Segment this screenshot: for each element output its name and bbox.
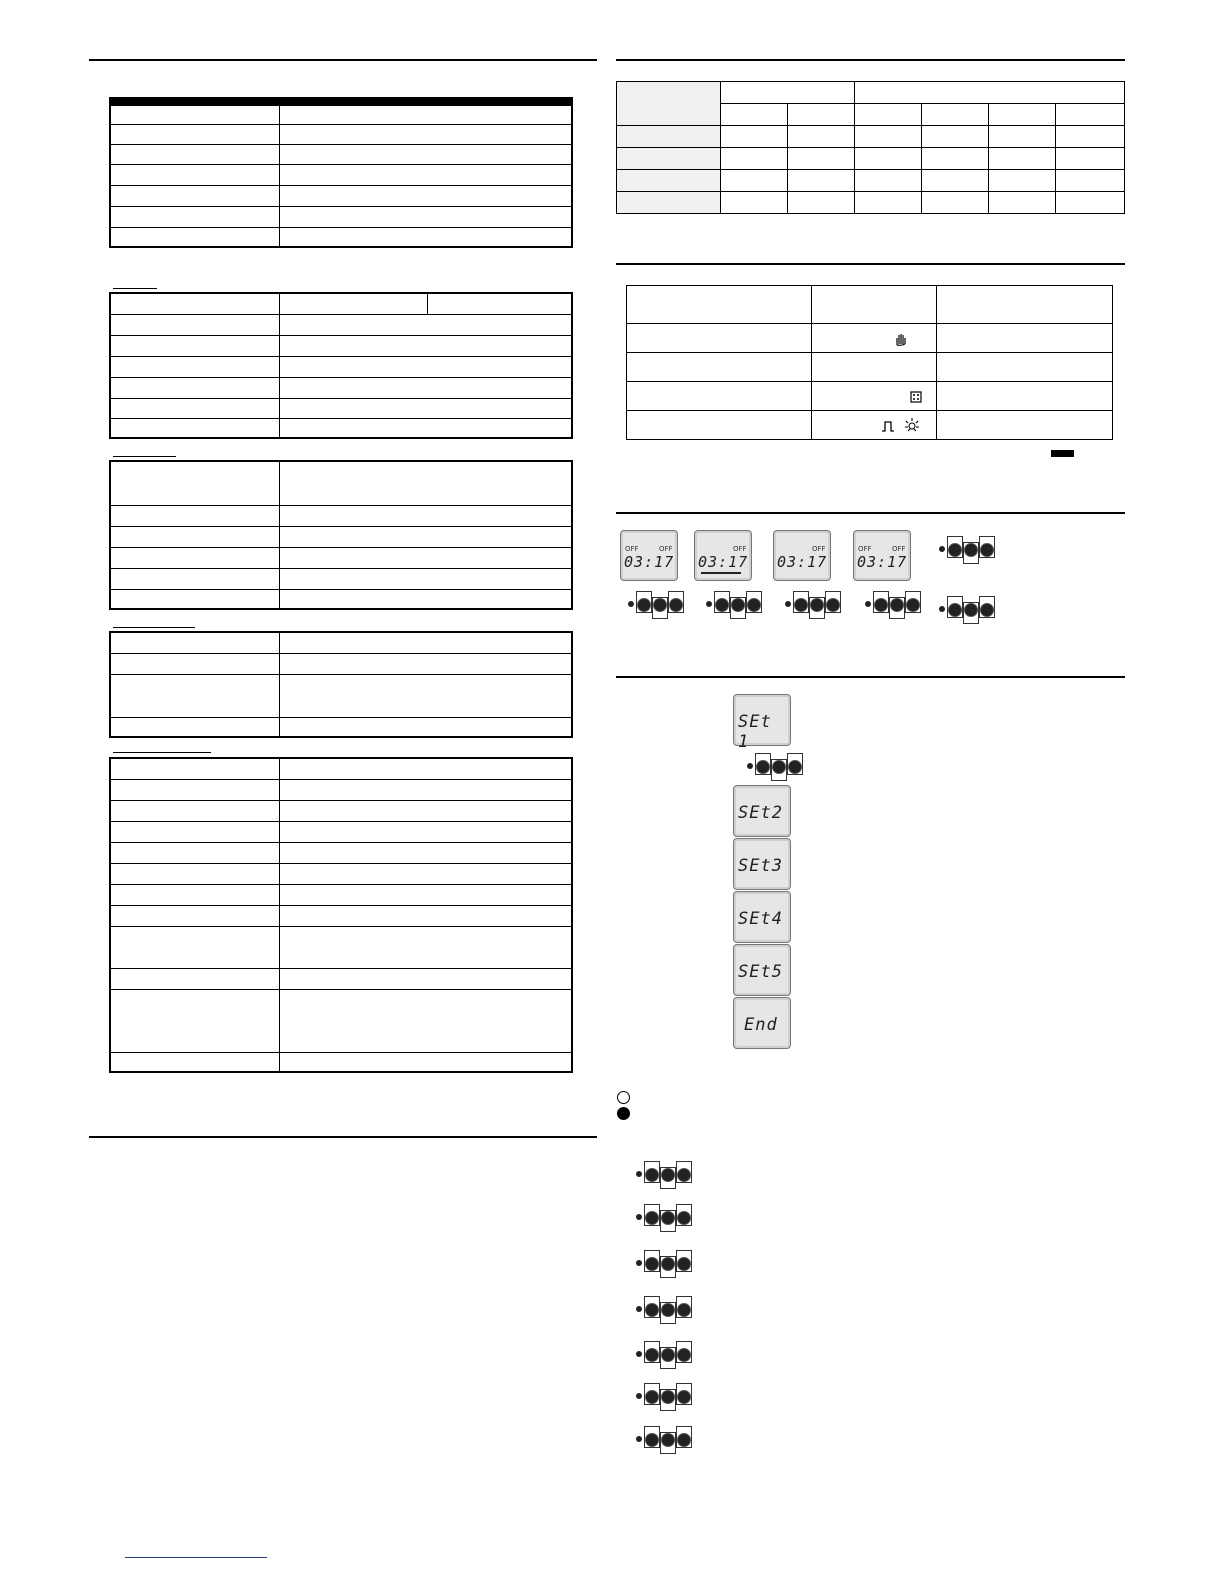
set-display-2 (733, 785, 791, 837)
right-table-2 (626, 285, 1113, 440)
pulse-icon (881, 420, 895, 434)
section-2-heading-underline (113, 288, 157, 289)
set-display-1 (733, 694, 791, 752)
keypad-knob-icon (645, 1168, 659, 1182)
lcd-2-time: 03:17 (698, 553, 749, 571)
keypad-key (660, 1302, 676, 1324)
keypad-knob-icon (747, 598, 761, 612)
lcd-2-progress-bar (701, 572, 741, 574)
set-2-text: SEt2 (738, 803, 783, 823)
keypad-illustration (622, 1377, 684, 1413)
keypad-knob-icon (731, 598, 745, 612)
keypad-key (889, 597, 905, 619)
lcd-3-time: 03:17 (777, 553, 828, 571)
keypad-illustration (622, 1290, 684, 1326)
keypad-knob-icon (653, 598, 667, 612)
end-text: End (744, 1015, 778, 1035)
keypad-illustration (692, 585, 754, 621)
set-1-text: SEt 1 (738, 712, 772, 752)
lcd-1-top-left: OFF (625, 545, 639, 553)
keypad-key (660, 1210, 676, 1232)
keypad-key (668, 591, 684, 613)
keypad-knob-icon (772, 760, 786, 774)
keypad-led-icon (636, 1393, 642, 1399)
lcd-display-2 (694, 530, 752, 581)
keypad-key (676, 1341, 692, 1363)
keypad-illustration (733, 747, 795, 783)
keypad-key (963, 542, 979, 564)
set-display-3 (733, 838, 791, 890)
keypad-led-icon (628, 601, 634, 607)
keypad-key (652, 597, 668, 619)
keypad-knob-icon (948, 543, 962, 557)
keypad-knob-icon (645, 1433, 659, 1447)
keypad-key (660, 1167, 676, 1189)
keypad-knob-icon (677, 1211, 691, 1225)
keypad-key (825, 591, 841, 613)
lcd-display-1 (620, 530, 678, 581)
keypad-knob-icon (661, 1211, 675, 1225)
keypad-knob-icon (677, 1168, 691, 1182)
spec-table-5 (109, 757, 573, 1073)
keypad-knob-icon (788, 760, 802, 774)
keypad-illustration (622, 1335, 684, 1371)
section-3-heading-underline (113, 456, 176, 457)
keypad-led-icon (636, 1436, 642, 1442)
keypad-key (787, 753, 803, 775)
keypad-key (714, 591, 730, 613)
keypad-key (905, 591, 921, 613)
keypad-knob-icon (677, 1257, 691, 1271)
right-top-rule (616, 59, 1125, 61)
lcd-4-top-left: OFF (858, 545, 872, 553)
keypad-led-icon (636, 1351, 642, 1357)
keypad-key (636, 591, 652, 613)
keypad-key (676, 1250, 692, 1272)
keypad-key (963, 602, 979, 624)
keypad-knob-icon (948, 603, 962, 617)
lcd-display-4 (853, 530, 911, 581)
keypad-knob-icon (661, 1390, 675, 1404)
keypad-knob-icon (661, 1433, 675, 1447)
keypad-key (660, 1432, 676, 1454)
keypad-knob-icon (964, 543, 978, 557)
right-rule-4 (616, 676, 1125, 678)
section-5-heading-underline (113, 752, 211, 753)
keypad-illustration (771, 585, 833, 621)
keypad-knob-icon (637, 598, 651, 612)
lcd-3-top-right: OFF (812, 545, 826, 553)
keypad-key (730, 597, 746, 619)
keypad-knob-icon (980, 543, 994, 557)
keypad-led-icon (865, 601, 871, 607)
keypad-led-icon (747, 763, 753, 769)
keypad-illustration (851, 585, 913, 621)
filled-circle-icon (617, 1107, 630, 1120)
keypad-key (644, 1296, 660, 1318)
keypad-key (644, 1383, 660, 1405)
spec-table-1-header-bar (109, 97, 573, 104)
keypad-illustration (622, 1155, 684, 1191)
keypad-key (676, 1161, 692, 1183)
keypad-knob-icon (661, 1168, 675, 1182)
keypad-key (755, 753, 771, 775)
black-bar-icon (1051, 450, 1074, 457)
keypad-knob-icon (677, 1433, 691, 1447)
keypad-key (660, 1347, 676, 1369)
right-rule-3 (616, 512, 1125, 514)
keypad-knob-icon (794, 598, 808, 612)
keypad-knob-icon (677, 1390, 691, 1404)
end-display (733, 997, 791, 1049)
keypad-illustration (622, 1198, 684, 1234)
spec-table-2 (109, 292, 573, 439)
keypad-knob-icon (645, 1348, 659, 1362)
keypad-knob-icon (645, 1257, 659, 1271)
lcd-4-time: 03:17 (857, 553, 908, 571)
keypad-led-icon (636, 1306, 642, 1312)
keypad-led-icon (939, 546, 945, 552)
hand-icon (894, 332, 908, 348)
keypad-key (644, 1426, 660, 1448)
keypad-knob-icon (906, 598, 920, 612)
keypad-key (644, 1204, 660, 1226)
keypad-key (660, 1256, 676, 1278)
keypad-knob-icon (715, 598, 729, 612)
keypad-knob-icon (677, 1348, 691, 1362)
dice-icon (910, 391, 922, 405)
keypad-key (947, 596, 963, 618)
keypad-knob-icon (964, 603, 978, 617)
footer-link-underline[interactable] (125, 1557, 267, 1558)
keypad-knob-icon (645, 1390, 659, 1404)
keypad-key (644, 1250, 660, 1272)
right-table-1 (616, 81, 1125, 214)
keypad-knob-icon (661, 1257, 675, 1271)
keypad-illustration (622, 1244, 684, 1280)
set-display-5 (733, 944, 791, 996)
keypad-knob-icon (980, 603, 994, 617)
keypad-illustration (925, 530, 987, 566)
keypad-led-icon (785, 601, 791, 607)
keypad-illustration (925, 590, 987, 626)
keypad-knob-icon (661, 1348, 675, 1362)
keypad-knob-icon (810, 598, 824, 612)
open-circle-icon (617, 1091, 630, 1104)
keypad-key (793, 591, 809, 613)
keypad-led-icon (636, 1214, 642, 1220)
lcd-2-top-right: OFF (733, 545, 747, 553)
keypad-key (979, 596, 995, 618)
keypad-knob-icon (661, 1303, 675, 1317)
keypad-knob-icon (756, 760, 770, 774)
keypad-knob-icon (677, 1303, 691, 1317)
keypad-led-icon (706, 601, 712, 607)
keypad-key (660, 1389, 676, 1411)
keypad-key (676, 1204, 692, 1226)
keypad-key (947, 536, 963, 558)
spec-table-3 (109, 460, 573, 610)
keypad-key (676, 1383, 692, 1405)
keypad-knob-icon (669, 598, 683, 612)
keypad-key (644, 1161, 660, 1183)
keypad-key (979, 536, 995, 558)
keypad-key (644, 1341, 660, 1363)
left-bottom-rule (89, 1136, 597, 1138)
keypad-knob-icon (826, 598, 840, 612)
keypad-illustration (622, 1420, 684, 1456)
spec-table-1 (109, 104, 573, 248)
keypad-key (771, 759, 787, 781)
keypad-key (809, 597, 825, 619)
keypad-led-icon (636, 1171, 642, 1177)
set-display-4 (733, 891, 791, 943)
lcd-1-time: 03:17 (624, 553, 675, 571)
set-3-text: SEt3 (738, 856, 783, 876)
spec-table-4 (109, 631, 573, 738)
keypad-key (676, 1296, 692, 1318)
section-4-heading-underline (113, 627, 195, 628)
keypad-key (873, 591, 889, 613)
lcd-4-top-right: OFF (892, 545, 906, 553)
keypad-illustration (614, 585, 676, 621)
keypad-led-icon (939, 606, 945, 612)
keypad-key (676, 1426, 692, 1448)
keypad-knob-icon (645, 1211, 659, 1225)
blink-icon (904, 417, 920, 435)
lcd-1-top-right: OFF (659, 545, 673, 553)
left-top-rule (89, 59, 597, 61)
set-5-text: SEt5 (738, 962, 783, 982)
keypad-knob-icon (874, 598, 888, 612)
lcd-display-3 (773, 530, 831, 581)
keypad-knob-icon (890, 598, 904, 612)
right-rule-2 (616, 263, 1125, 265)
keypad-knob-icon (645, 1303, 659, 1317)
keypad-led-icon (636, 1260, 642, 1266)
keypad-key (746, 591, 762, 613)
set-4-text: SEt4 (738, 909, 783, 929)
